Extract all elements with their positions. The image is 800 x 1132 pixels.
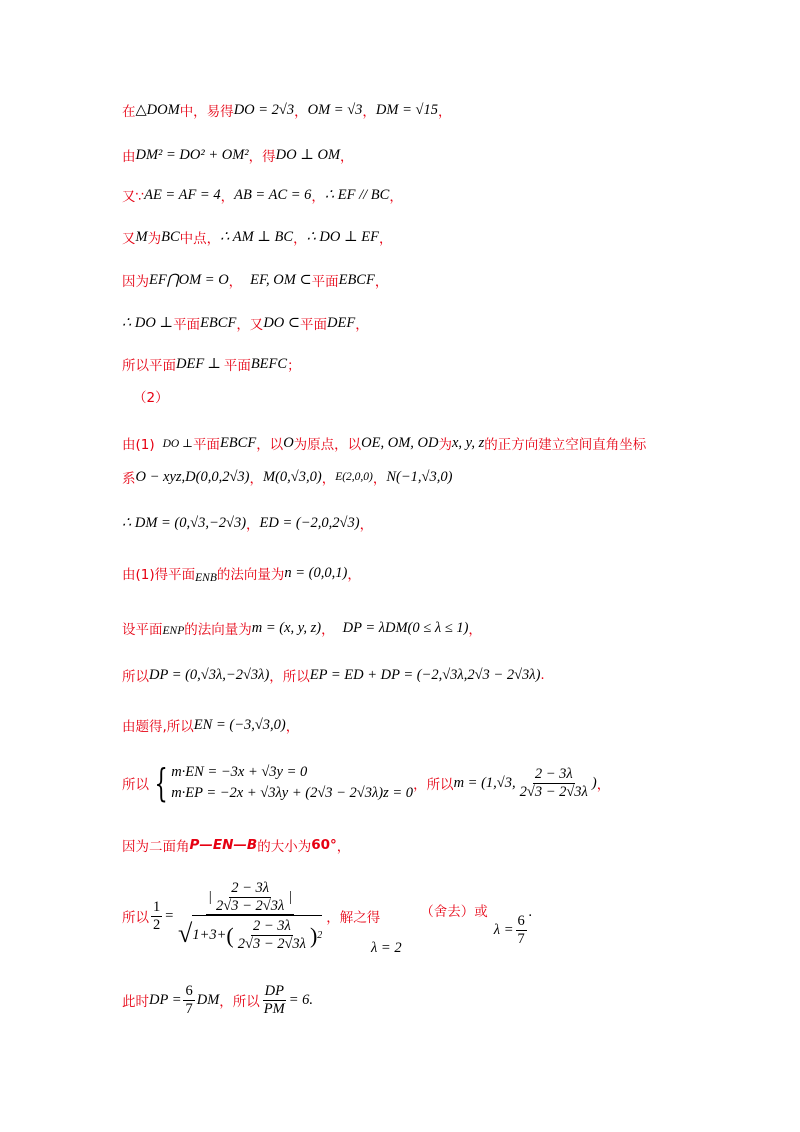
text: 所以平面 <box>122 358 176 374</box>
line-intersection <box>122 270 388 290</box>
math: DM <box>196 991 220 1008</box>
line-normal-n <box>122 563 361 583</box>
fraction-solution <box>516 913 527 947</box>
math: D(0,0,2√3) <box>185 468 250 485</box>
text: ， <box>355 317 369 333</box>
text: ； <box>287 358 301 374</box>
text: ， <box>321 622 335 638</box>
line-dihedral <box>122 835 350 855</box>
line-conclusion-1 <box>122 354 301 374</box>
text: 因为二面角 <box>122 839 190 855</box>
math: ∴ DO ⊥ EF <box>306 228 379 245</box>
denominator: 7 <box>517 930 525 947</box>
equation: m·EP = −2x + √3λy + (2√3 − 2√3λ)z = 0 <box>171 785 414 802</box>
math: EBCF <box>338 271 375 288</box>
text: ， <box>285 719 300 735</box>
text: ， <box>359 517 374 533</box>
text: 平面 <box>311 274 339 290</box>
text: 由 <box>122 149 136 165</box>
text: ， <box>321 471 336 487</box>
text: 60° <box>311 837 337 853</box>
math: EN = (−3,√3,0) <box>193 716 286 733</box>
denominator: 7 <box>185 1000 193 1017</box>
math: M <box>135 228 148 245</box>
numerator: 6 <box>185 983 193 999</box>
text: ， <box>340 149 354 165</box>
math: ENP <box>162 625 185 637</box>
numerator: DP <box>264 983 284 999</box>
math: OE, OM, OD <box>361 434 439 451</box>
line-dom-lengths <box>122 100 451 120</box>
math: ∴ EF // BC <box>324 186 390 203</box>
text: 平面 <box>300 317 328 333</box>
text: ， <box>311 189 325 205</box>
text: ， <box>336 839 351 855</box>
math: ∴ DM = (0,√3,−2√3) <box>122 514 247 531</box>
math: AE = AF = 4 <box>144 186 221 203</box>
math: EP = ED + DP = (−2,√3λ,2√3 − 2√3λ) <box>309 666 541 683</box>
math: AB = AC = 6 <box>234 186 312 203</box>
math: DM² = DO² + OM² <box>135 146 249 163</box>
text: ，又 <box>236 317 264 333</box>
line-system <box>122 762 610 804</box>
text: 由(1)得平面 <box>122 567 196 583</box>
math: DO = 2√3 <box>233 101 295 118</box>
text: 由(1) <box>122 437 155 453</box>
part-2-label: （2） <box>133 390 169 406</box>
text: 所以 <box>122 669 149 685</box>
text: 在 <box>122 104 136 120</box>
denominator: PM <box>263 1000 285 1017</box>
inner-fraction <box>214 880 286 914</box>
math: EBCF <box>200 314 237 331</box>
text: 中，易得 <box>179 104 234 120</box>
line-pythagoras <box>122 145 354 165</box>
numerator: 2 − 3λ <box>252 918 291 935</box>
math: ED = (−2,0,2√3) <box>259 514 360 531</box>
text: 为 <box>147 231 162 247</box>
numerator: | $\frac{2 - 3\lambda}{2√3 - 2√3\lambda}$ | <box>208 880 293 914</box>
line-perpendicular-plane <box>122 313 369 333</box>
text: ， <box>228 274 243 290</box>
math: ENB <box>195 572 217 584</box>
text: 所以 <box>122 777 149 794</box>
numerator: 6 <box>517 913 525 930</box>
text: 所以 <box>232 994 260 1011</box>
text: ， <box>220 189 235 205</box>
text: . <box>540 667 545 683</box>
text: ， <box>293 231 307 247</box>
fraction-half <box>151 899 162 933</box>
text: （舍去）或 <box>420 904 488 921</box>
text: ，以 <box>256 437 284 453</box>
math: n = (0,0,1) <box>284 564 348 581</box>
denominator: √ 1+3+ ( $\frac{2 - 3\lambda}{2√3 - 2√3\lambda}$ ) 2 <box>176 915 324 952</box>
math: EBCF <box>219 434 257 451</box>
solution-rejected: λ = 2 <box>371 940 402 956</box>
text: ， <box>249 471 263 487</box>
text: ， <box>596 777 611 794</box>
math: O <box>283 434 294 451</box>
text: 所以 <box>426 777 454 794</box>
line-final <box>122 983 313 1017</box>
text: ， <box>362 104 376 120</box>
fraction-cosine <box>176 880 324 953</box>
math: ∴ AM ⊥ BC <box>220 228 294 245</box>
math: DM = √15 <box>375 101 438 118</box>
text: ， <box>374 274 389 290</box>
text: 的法向量为 <box>216 567 285 583</box>
math: m = (1,√3, <box>453 774 516 791</box>
line-cosine-equation <box>122 880 532 953</box>
text: 的法向量为 <box>184 622 252 638</box>
math: OM = √3 <box>307 101 363 118</box>
numerator: 2 − 3λ <box>231 880 270 896</box>
text: 的大小为 <box>257 839 312 855</box>
equation-system: { m·EN = −3x + √3y = 0 m·EP = −2x + √3λy + (2√3 − 2√3λ)z = 0 <box>154 761 414 806</box>
math: EF⋂OM = O <box>149 271 229 288</box>
fraction-six-sevenths <box>183 983 194 1017</box>
line-coordinate-setup <box>122 433 646 453</box>
line-parallel <box>122 185 403 205</box>
math: x, y, z <box>452 434 485 451</box>
text: ， <box>347 567 361 583</box>
text: 为原点，以 <box>293 437 362 453</box>
text: ， <box>372 471 387 487</box>
math: = 6 <box>288 991 310 1008</box>
math: ⊥ <box>207 355 221 372</box>
math: DO ⊂ <box>263 314 301 331</box>
math: DEF <box>327 314 356 331</box>
math: m = (x, y, z) <box>251 619 322 636</box>
text: 此时 <box>122 994 149 1011</box>
line-vectors-dm-ed <box>122 513 373 533</box>
text: 平面 <box>173 317 201 333</box>
math: ) <box>591 774 597 791</box>
text: P—EN—B <box>189 837 258 853</box>
text: 的正方向建立空间直角坐标 <box>484 437 647 453</box>
math: EF, OM ⊂ <box>250 271 312 288</box>
text: ，解之得 <box>326 910 381 927</box>
fraction-dp-pm <box>262 983 287 1017</box>
denominator: 2 <box>153 916 161 933</box>
equation: m·EN = −3x + √3y = 0 <box>171 764 308 780</box>
line-normal-m <box>122 618 482 638</box>
text: ， <box>468 622 482 638</box>
text: ， <box>437 104 452 120</box>
denominator: 2√3 − 2√3λ <box>216 897 285 914</box>
text: 所以 <box>122 910 149 927</box>
text: ， <box>219 994 233 1011</box>
math: . <box>528 903 533 920</box>
denominator: 2√3 − 2√3λ <box>237 936 306 953</box>
text: ， <box>413 777 427 794</box>
root-fraction <box>236 918 308 952</box>
line-midpoint <box>122 227 392 247</box>
math: N(−1,√3,0) <box>386 468 453 485</box>
denominator: 2√3 − 2√3λ <box>519 783 588 800</box>
text: 平面 <box>223 358 251 374</box>
root-prefix: 1+3+ <box>192 927 227 944</box>
math: O − xyz, <box>135 468 186 485</box>
text: 因为 <box>122 274 149 290</box>
math: DP = <box>149 991 182 1008</box>
text: 为 <box>438 437 452 453</box>
text: ， <box>294 104 308 120</box>
line-dp-ep <box>122 665 545 685</box>
math: DO ⊥ OM <box>275 146 341 163</box>
math: DO ⊥ <box>162 438 193 450</box>
fraction <box>518 766 590 800</box>
text: 又∵ <box>122 189 145 205</box>
text: 由题得,所以 <box>122 719 194 735</box>
text: 又 <box>122 231 136 247</box>
numerator: 2 − 3λ <box>534 765 573 782</box>
text: 所以 <box>282 669 310 685</box>
text: 中点， <box>179 231 221 247</box>
math: DEF <box>176 355 205 372</box>
math: . <box>309 991 314 1008</box>
text: ， <box>269 669 283 685</box>
line-en <box>122 715 299 735</box>
text: ， <box>378 231 393 247</box>
text: ， <box>389 189 403 205</box>
math: ∴ DO ⊥ <box>122 314 174 331</box>
text: 平面 <box>192 437 220 453</box>
numerator: 1 <box>153 899 161 916</box>
math: DP = (0,√3λ,−2√3λ) <box>149 666 270 683</box>
text: 系 <box>122 471 136 487</box>
text: ，得 <box>248 149 276 165</box>
math: = <box>164 907 175 924</box>
math: BEFC <box>250 355 288 372</box>
text: 设平面 <box>122 622 163 638</box>
math: DP = λDM(0 ≤ λ ≤ 1) <box>342 619 469 636</box>
math: BC <box>161 228 180 245</box>
math: △DOM <box>135 101 180 118</box>
math: λ = <box>493 921 514 938</box>
math: M(0,√3,0) <box>263 468 322 485</box>
line-coordinates <box>122 467 452 487</box>
math: E(2,0,0) <box>335 471 373 483</box>
text: ， <box>246 517 260 533</box>
